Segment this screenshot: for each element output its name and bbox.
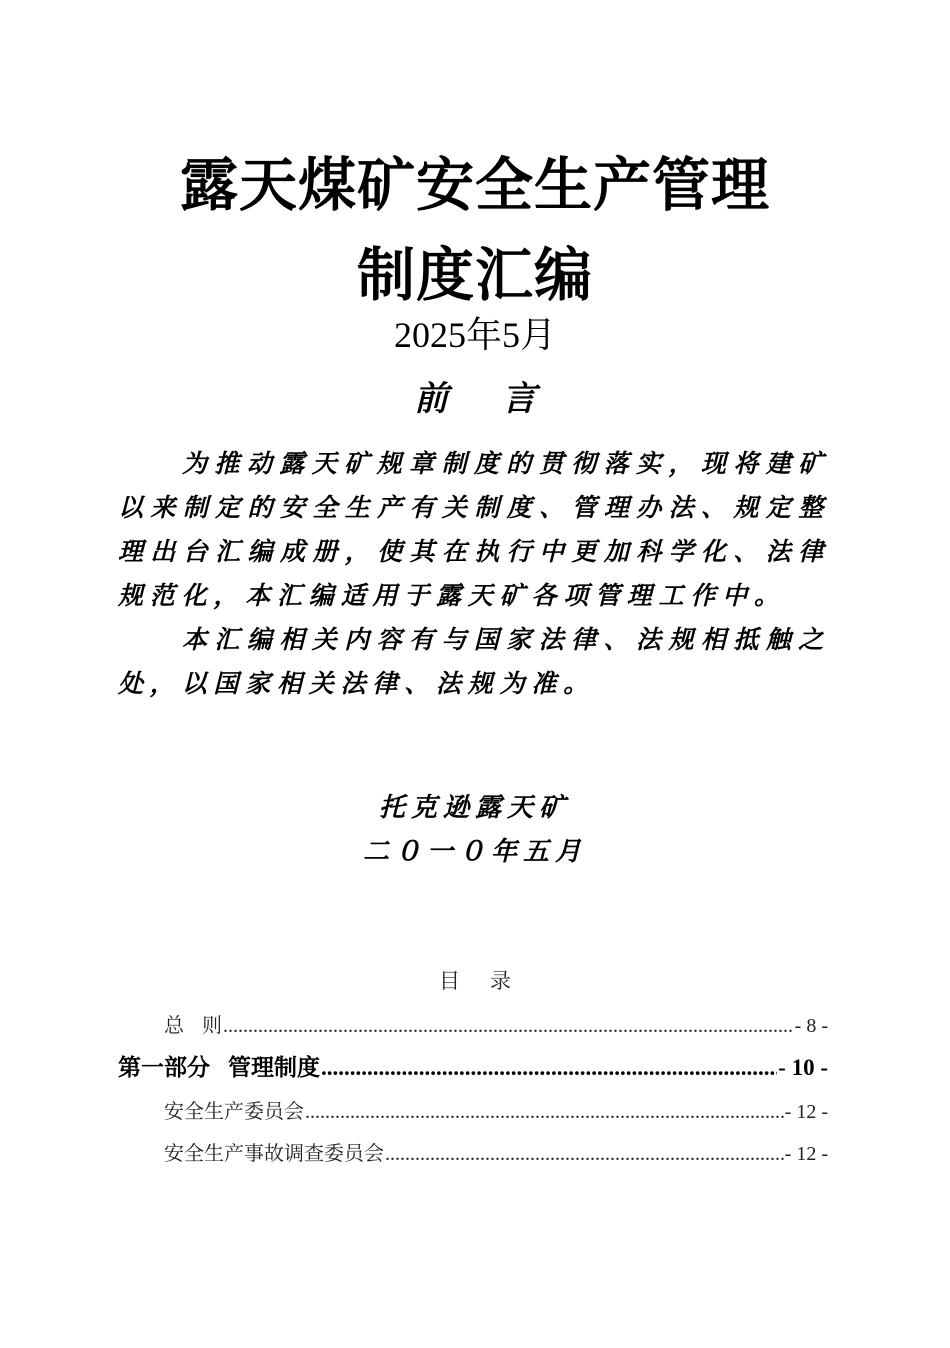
- signature-organization: 托克逊露天矿: [378, 793, 571, 823]
- toc-entry-page: - 10 -: [778, 1055, 828, 1080]
- document-title-line1: 露天煤矿安全生产管理: [179, 151, 770, 219]
- toc-leader-dots: [321, 1051, 777, 1085]
- toc-entry-label: 安全生产事故调查委员会: [164, 1141, 384, 1165]
- toc-entry-label: 总 则: [164, 1013, 222, 1037]
- toc-entry-page: - 12 -: [784, 1143, 828, 1165]
- toc-entry-page: - 12 -: [784, 1101, 828, 1123]
- toc-entry-accident-committee[interactable]: [164, 1138, 828, 1169]
- document-date: 2025年5月: [393, 315, 556, 355]
- toc-entry-part-one[interactable]: [118, 1051, 828, 1085]
- preface-paragraph-2: 本汇编相关内容有与国家法律、法规相抵触之处，以国家相关法律、法规为准。: [118, 625, 830, 698]
- preface-paragraph-1: 为推动露天矿规章制度的贯彻落实，现将建矿以来制定的安全生产有关制度、管理办法、规定整理出台汇编成册，使其在执行中更加科学化、法律规范化，本汇编适用于露天矿各项管理工作中。: [118, 449, 830, 610]
- toc-entry-label: 第一部分 管理制度: [118, 1054, 320, 1081]
- toc-entry-safety-committee[interactable]: [164, 1096, 828, 1127]
- toc-leader-dots: [305, 1097, 784, 1127]
- toc-entry-page: - 8 -: [794, 1015, 828, 1037]
- toc-leader-dots: [385, 1139, 784, 1169]
- document-title-line2: 制度汇编: [356, 241, 593, 309]
- signature-date: 二０一０年五月: [362, 837, 587, 867]
- toc-entry-label: 安全生产委员会: [164, 1099, 304, 1123]
- toc-title: 目录: [439, 969, 541, 993]
- toc-leader-dots: [223, 1011, 794, 1041]
- toc-entry-general[interactable]: [164, 1010, 828, 1041]
- preface-heading: 前言: [414, 379, 590, 419]
